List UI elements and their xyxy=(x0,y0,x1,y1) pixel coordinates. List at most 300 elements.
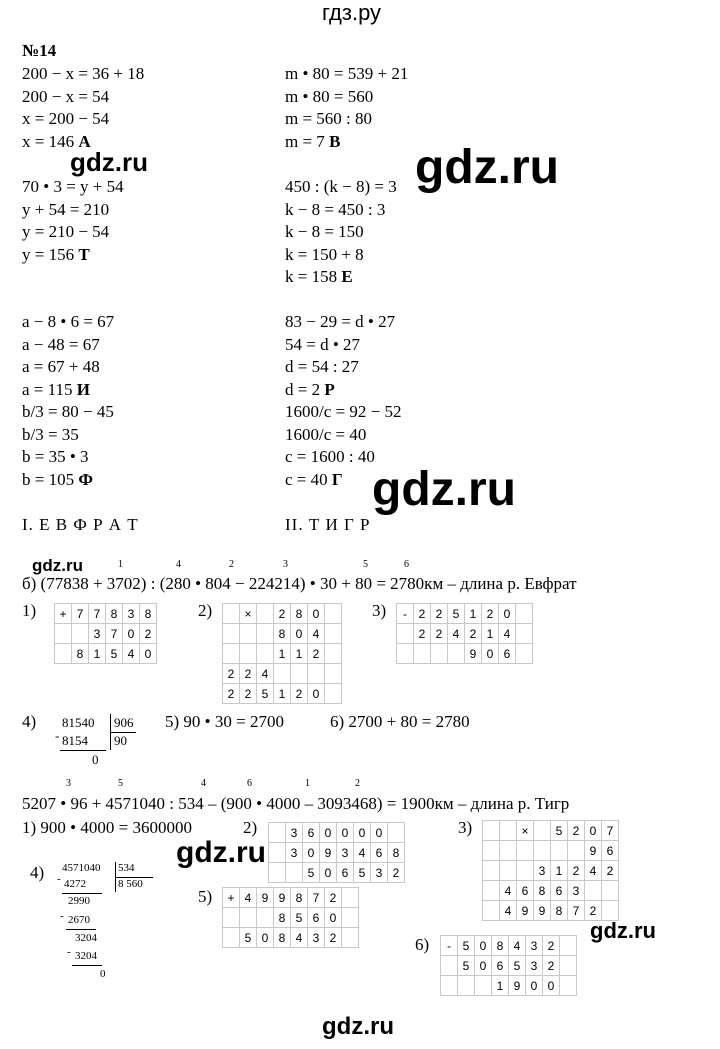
grid-cell: 8 xyxy=(274,908,291,928)
grid-cell: 5 xyxy=(458,936,475,956)
remainder: 0 xyxy=(100,968,106,980)
order-mark: 2 xyxy=(229,559,234,570)
answer-euphrates: I. Е В Ф Р А Т xyxy=(22,515,139,534)
grid-cell xyxy=(500,821,517,841)
subtrahend: 4272 xyxy=(64,878,86,890)
grid-cell: 3 xyxy=(286,823,303,843)
grid-cell: 2 xyxy=(568,861,585,881)
grid-cell: 9 xyxy=(320,843,337,863)
minus-sign: - xyxy=(67,946,71,958)
answer-letter: А xyxy=(78,131,91,151)
grid-cell: 3 xyxy=(308,928,325,948)
answer-letter: Е xyxy=(341,267,353,286)
grid-cell xyxy=(223,644,240,664)
grid-cell: 2 xyxy=(431,604,448,624)
grid-cell: × xyxy=(517,821,534,841)
equation-line: 1600/c = 40 xyxy=(285,424,367,444)
grid-c5 xyxy=(222,887,359,948)
grid-cell xyxy=(483,901,500,921)
equation-line: m • 80 = 539 + 21 xyxy=(285,64,409,83)
equation-line: k = 158 Е xyxy=(285,267,353,286)
equation-line: 54 = d • 27 xyxy=(285,334,361,354)
equation-line: m = 7 В xyxy=(285,131,341,151)
subtraction-line xyxy=(60,750,106,751)
grid-cell: - xyxy=(397,604,414,624)
grid-cell xyxy=(483,861,500,881)
grid-cell xyxy=(269,823,286,843)
equation-line: 200 − x = 36 + 18 xyxy=(22,64,145,83)
grid-row xyxy=(397,624,533,644)
grid-cell: 0 xyxy=(337,823,354,843)
equation-line: d = 54 : 27 xyxy=(285,357,359,376)
grid-row xyxy=(223,624,342,644)
grid-cell: + xyxy=(55,604,72,624)
equation-line: c = 1600 : 40 xyxy=(285,447,375,466)
grid-cell: 1 xyxy=(492,976,509,996)
grid-cell xyxy=(516,624,533,644)
grid-cell: 4 xyxy=(240,888,257,908)
grid-cell xyxy=(560,936,577,956)
order-mark: 4 xyxy=(176,559,181,570)
equation-line: 83 − 29 = d • 27 xyxy=(285,312,396,331)
grid-cell: 5 xyxy=(257,684,274,704)
grid-cell: 8 xyxy=(534,881,551,901)
equation-line: 200 − x = 54 xyxy=(22,86,110,106)
grid-cell: 5 xyxy=(551,821,568,841)
equation-line: b = 35 • 3 xyxy=(22,447,89,466)
grid-cell: 7 xyxy=(602,821,619,841)
equation-line: y = 156 Т xyxy=(22,244,90,264)
grid-cell xyxy=(414,644,431,664)
grid-row xyxy=(223,908,359,928)
grid-cell: 0 xyxy=(585,821,602,841)
grid-c6 xyxy=(440,935,577,996)
grid-cell: 2 xyxy=(414,624,431,644)
grid-b3 xyxy=(396,603,533,664)
equation-line: a − 8 • 6 = 67 xyxy=(22,312,115,331)
grid-cell: 2 xyxy=(325,928,342,948)
grid-cell: 2 xyxy=(223,684,240,704)
grid-row xyxy=(397,604,533,624)
grid-cell xyxy=(448,644,465,664)
right-mid-block xyxy=(285,176,397,289)
grid-cell xyxy=(342,888,359,908)
grid-cell xyxy=(517,841,534,861)
equation-line: 450 : (k − 8) = 3 xyxy=(285,177,397,196)
step-label: 4) xyxy=(30,863,45,882)
grid-cell xyxy=(516,604,533,624)
minus-sign: - xyxy=(60,910,64,922)
grid-cell: 2 xyxy=(291,684,308,704)
grid-cell xyxy=(585,881,602,901)
grid-row xyxy=(223,604,342,624)
grid-cell: 2 xyxy=(274,604,291,624)
equation-line: b/3 = 80 − 45 xyxy=(22,402,114,421)
grid-b1 xyxy=(54,603,157,664)
grid-cell: 2 xyxy=(465,624,482,644)
grid-cell: 7 xyxy=(568,901,585,921)
grid-cell: 2 xyxy=(325,888,342,908)
grid-row xyxy=(55,624,157,644)
grid-cell: 2 xyxy=(543,936,560,956)
watermark: gdz.ru xyxy=(32,556,83,575)
grid-cell: 0 xyxy=(475,956,492,976)
grid-cell: - xyxy=(441,936,458,956)
divisor: 906 xyxy=(114,715,134,730)
grid-cell: 3 xyxy=(286,843,303,863)
grid-cell: 8 xyxy=(274,624,291,644)
page-header: гдз.ру xyxy=(322,0,382,25)
grid-cell: 9 xyxy=(465,644,482,664)
grid-cell: 2 xyxy=(240,684,257,704)
grid-cell: 0 xyxy=(291,624,308,644)
grid-cell: 2 xyxy=(482,604,499,624)
subtraction-line xyxy=(72,965,102,966)
order-mark: 5 xyxy=(118,778,123,789)
grid-cell xyxy=(257,604,274,624)
grid-cell xyxy=(458,976,475,996)
grid-cell xyxy=(325,624,342,644)
grid-cell: 0 xyxy=(320,863,337,883)
grid-cell xyxy=(325,604,342,624)
answer-letter: Т xyxy=(78,244,90,264)
grid-cell: 2 xyxy=(140,624,157,644)
equation-line: y = 210 − 54 xyxy=(22,222,110,241)
step-label: 2) xyxy=(243,818,258,837)
grid-cell: 6 xyxy=(517,881,534,901)
grid-cell: 0 xyxy=(308,604,325,624)
grid-cell: 5 xyxy=(354,863,371,883)
equation-line: 1600/c = 92 − 52 xyxy=(285,402,402,421)
grid-cell xyxy=(257,624,274,644)
grid-cell: 6 xyxy=(371,843,388,863)
grid-cell xyxy=(342,908,359,928)
grid-cell: 9 xyxy=(585,841,602,861)
grid-cell: 4 xyxy=(291,928,308,948)
grid-cell: 0 xyxy=(123,624,140,644)
left-low-block xyxy=(22,311,114,491)
grid-cell xyxy=(325,664,342,684)
grid-cell: 1 xyxy=(89,644,106,664)
order-mark: 6 xyxy=(247,778,252,789)
equation-line: a − 48 = 67 xyxy=(22,334,100,354)
divisor: 534 xyxy=(118,862,135,874)
grid-row xyxy=(483,841,619,861)
grid-cell: 2 xyxy=(308,644,325,664)
grid-cell xyxy=(534,821,551,841)
equation-line: a = 115 И xyxy=(22,379,90,399)
right-top-block xyxy=(285,63,408,153)
equation-line: x = 146 А xyxy=(22,131,91,151)
order-mark: 3 xyxy=(283,559,288,570)
grid-cell: 6 xyxy=(551,881,568,901)
watermark: gdz.ru xyxy=(590,918,656,943)
grid-row xyxy=(55,644,157,664)
grid-c3 xyxy=(482,820,619,921)
grid-cell: 4 xyxy=(500,881,517,901)
grid-cell xyxy=(269,863,286,883)
answer-tigris: II. Т И Г Р xyxy=(285,515,371,534)
grid-cell xyxy=(240,644,257,664)
grid-cell: 8 xyxy=(140,604,157,624)
grid-cell: 2 xyxy=(602,861,619,881)
grid-cell: 3 xyxy=(337,843,354,863)
grid-cell xyxy=(397,644,414,664)
step-6: 6) 2700 + 80 = 2780 xyxy=(330,712,470,731)
equation-line: a = 67 + 48 xyxy=(22,357,100,376)
grid-cell: 6 xyxy=(303,823,320,843)
grid-cell: 0 xyxy=(320,823,337,843)
grid-cell: 0 xyxy=(543,976,560,996)
grid-cell xyxy=(257,908,274,928)
grid-cell: 3 xyxy=(526,956,543,976)
grid-cell xyxy=(441,956,458,976)
equation-line: c = 40 Г xyxy=(285,469,343,489)
watermark: gdz.ru xyxy=(415,141,559,194)
grid-cell: 3 xyxy=(89,624,106,644)
dividend: 81540 xyxy=(62,715,95,730)
grid-cell: 9 xyxy=(534,901,551,921)
step-label: 3) xyxy=(372,601,387,620)
grid-cell: 0 xyxy=(140,644,157,664)
grid-cell: + xyxy=(223,888,240,908)
partial-remainder: 3204 xyxy=(75,932,97,944)
grid-cell xyxy=(517,861,534,881)
grid-cell: 8 xyxy=(492,936,509,956)
grid-cell xyxy=(55,644,72,664)
partial-remainder: 2990 xyxy=(68,895,90,907)
grid-cell: 1 xyxy=(274,684,291,704)
watermark: gdz.ru xyxy=(176,836,266,869)
subtraction-line xyxy=(62,893,102,894)
grid-cell: 0 xyxy=(475,936,492,956)
equation-line: x = 200 − 54 xyxy=(22,109,110,128)
grid-cell: 5 xyxy=(448,604,465,624)
grid-b2 xyxy=(222,603,342,704)
grid-cell: 7 xyxy=(89,604,106,624)
grid-cell: 9 xyxy=(517,901,534,921)
grid-cell: 7 xyxy=(72,604,89,624)
grid-cell: 4 xyxy=(354,843,371,863)
grid-cell: 4 xyxy=(257,664,274,684)
remainder: 0 xyxy=(92,752,99,767)
grid-cell: 4 xyxy=(585,861,602,881)
dividend: 4571040 xyxy=(62,862,101,874)
quotient: 90 xyxy=(114,733,127,748)
grid-row xyxy=(223,928,359,948)
grid-cell xyxy=(500,841,517,861)
grid-cell: × xyxy=(240,604,257,624)
equation-line: m = 560 : 80 xyxy=(285,109,373,128)
grid-cell: 3 xyxy=(371,863,388,883)
grid-cell: 0 xyxy=(257,928,274,948)
step-1: 1) 900 • 4000 = 3600000 xyxy=(22,818,192,837)
grid-cell: 5 xyxy=(106,644,123,664)
grid-cell xyxy=(483,841,500,861)
grid-cell: 4 xyxy=(500,901,517,921)
grid-cell: 8 xyxy=(388,843,405,863)
grid-row xyxy=(441,936,577,956)
grid-cell xyxy=(269,843,286,863)
watermark: gdz.ru xyxy=(372,463,516,516)
grid-cell xyxy=(397,624,414,644)
grid-cell: 7 xyxy=(308,888,325,908)
grid-cell xyxy=(291,664,308,684)
grid-c2 xyxy=(268,822,405,883)
order-mark: 1 xyxy=(305,778,310,789)
grid-cell: 2 xyxy=(223,664,240,684)
answer-letter: Ф xyxy=(78,469,93,489)
grid-cell: 0 xyxy=(499,604,516,624)
grid-row xyxy=(483,881,619,901)
grid-cell: 1 xyxy=(274,644,291,664)
grid-row xyxy=(269,863,405,883)
grid-cell xyxy=(534,841,551,861)
grid-cell xyxy=(560,976,577,996)
grid-cell: 8 xyxy=(72,644,89,664)
expression-b: б) (77838 + 3702) : (280 • 804 − 224214) • 30 + 80 = 2780км – длина р. Евфрат xyxy=(22,574,577,593)
grid-cell: 5 xyxy=(291,908,308,928)
grid-cell: 8 xyxy=(291,888,308,908)
left-top-block xyxy=(22,63,144,153)
grid-cell: 8 xyxy=(106,604,123,624)
grid-cell: 2 xyxy=(568,821,585,841)
grid-row xyxy=(483,861,619,881)
grid-row xyxy=(397,644,533,664)
grid-row xyxy=(223,664,342,684)
equation-line: k − 8 = 450 : 3 xyxy=(285,199,386,219)
order-mark: 4 xyxy=(201,778,206,789)
grid-cell: 3 xyxy=(568,881,585,901)
grid-cell xyxy=(483,821,500,841)
step-label: 3) xyxy=(458,818,473,837)
grid-cell: 1 xyxy=(551,861,568,881)
grid-row xyxy=(223,888,359,908)
order-mark: 2 xyxy=(355,778,360,789)
watermark: gdz.ru xyxy=(322,1013,394,1040)
grid-row xyxy=(223,684,342,704)
answer-letter: Р xyxy=(324,379,335,399)
answer-letter: И xyxy=(76,379,90,399)
equation-line: b/3 = 35 xyxy=(22,424,79,444)
grid-cell xyxy=(240,908,257,928)
grid-cell: 7 xyxy=(106,624,123,644)
grid-cell: 1 xyxy=(465,604,482,624)
grid-cell xyxy=(602,881,619,901)
grid-cell: 3 xyxy=(534,861,551,881)
grid-cell xyxy=(560,956,577,976)
grid-cell xyxy=(223,908,240,928)
grid-cell xyxy=(325,644,342,664)
answer-letter: В xyxy=(329,131,341,151)
grid-row xyxy=(441,956,577,976)
equation-line: y + 54 = 210 xyxy=(22,199,110,219)
watermark: gdz.ru xyxy=(70,147,148,177)
grid-cell: 5 xyxy=(303,863,320,883)
grid-cell: 4 xyxy=(308,624,325,644)
subtrahend: 2670 xyxy=(68,914,90,926)
step-label: 6) xyxy=(415,935,430,954)
grid-cell xyxy=(325,684,342,704)
order-mark: 1 xyxy=(118,559,123,570)
order-mark: 5 xyxy=(363,559,368,570)
grid-cell: 6 xyxy=(492,956,509,976)
grid-cell xyxy=(441,976,458,996)
grid-cell: 4 xyxy=(123,644,140,664)
subtraction-line xyxy=(66,929,96,930)
minus-sign: - xyxy=(57,873,61,885)
grid-row xyxy=(269,843,405,863)
grid-cell xyxy=(274,664,291,684)
order-mark: 6 xyxy=(404,559,409,570)
grid-cell: 6 xyxy=(308,908,325,928)
step-5: 5) 90 • 30 = 2700 xyxy=(165,712,284,731)
grid-cell xyxy=(72,624,89,644)
expression-c: 5207 • 96 + 4571040 : 534 – (900 • 4000 – 3093468) = 1900км – длина р. Тигр xyxy=(22,794,570,813)
step-label: 2) xyxy=(198,601,213,620)
grid-cell xyxy=(223,624,240,644)
grid-cell: 2 xyxy=(240,664,257,684)
grid-cell: 4 xyxy=(499,624,516,644)
grid-cell: 8 xyxy=(551,901,568,921)
grid-cell: 5 xyxy=(458,956,475,976)
answer-letter: Г xyxy=(331,469,343,489)
grid-row xyxy=(55,604,157,624)
grid-cell xyxy=(516,644,533,664)
grid-cell xyxy=(308,664,325,684)
grid-cell xyxy=(286,863,303,883)
grid-row xyxy=(441,976,577,996)
task-number: №14 xyxy=(22,41,57,60)
grid-cell: 3 xyxy=(123,604,140,624)
grid-cell: 0 xyxy=(325,908,342,928)
grid-cell: 2 xyxy=(414,604,431,624)
grid-cell xyxy=(223,604,240,624)
left-mid-block xyxy=(22,176,124,266)
grid-row xyxy=(483,821,619,841)
equation-line: m • 80 = 560 xyxy=(285,86,374,106)
grid-row xyxy=(269,823,405,843)
grid-cell: 8 xyxy=(274,928,291,948)
grid-cell: 8 xyxy=(291,604,308,624)
grid-cell: 2 xyxy=(543,956,560,976)
grid-cell: 2 xyxy=(585,901,602,921)
grid-cell: 0 xyxy=(371,823,388,843)
grid-cell xyxy=(568,841,585,861)
equation-line: 70 • 3 = y + 54 xyxy=(22,177,124,196)
grid-cell: 2 xyxy=(388,863,405,883)
grid-cell xyxy=(342,928,359,948)
step-label: 5) xyxy=(198,887,213,906)
grid-cell: 6 xyxy=(499,644,516,664)
grid-cell: 9 xyxy=(257,888,274,908)
grid-cell: 1 xyxy=(291,644,308,664)
equation-line: d = 2 Р xyxy=(285,379,335,399)
grid-cell xyxy=(551,841,568,861)
subtrahend: 3204 xyxy=(75,950,97,962)
grid-cell xyxy=(223,928,240,948)
grid-cell: 0 xyxy=(482,644,499,664)
grid-cell: 2 xyxy=(431,624,448,644)
grid-cell xyxy=(475,976,492,996)
grid-cell: 0 xyxy=(354,823,371,843)
step-label: 4) xyxy=(22,712,37,731)
grid-cell xyxy=(500,861,517,881)
grid-cell: 4 xyxy=(509,936,526,956)
grid-cell: 6 xyxy=(602,841,619,861)
grid-cell xyxy=(483,881,500,901)
grid-cell xyxy=(240,624,257,644)
